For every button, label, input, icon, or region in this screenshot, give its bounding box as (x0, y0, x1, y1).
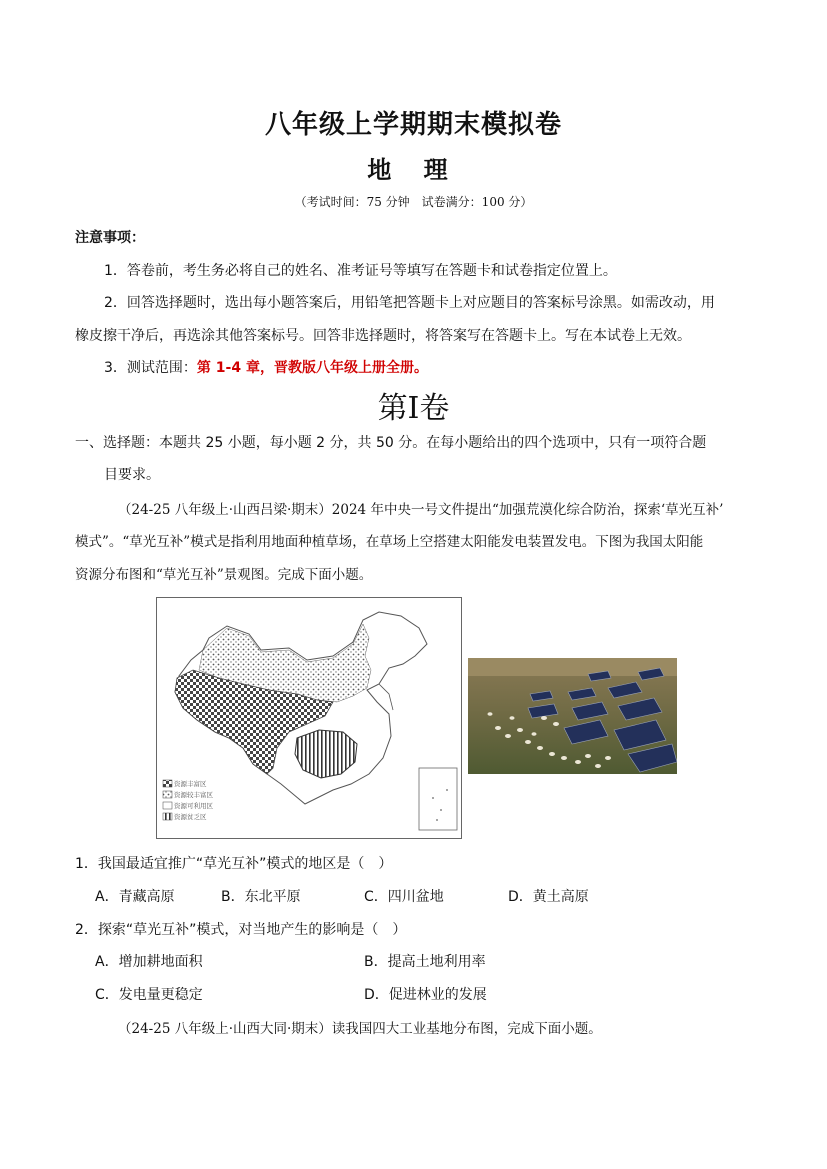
photo-drawing (468, 658, 677, 774)
notice-item-3-prefix: 3．测试范围： (104, 360, 197, 376)
notice-item-1: 1．答卷前，考生务必将自己的姓名、准考证号等填写在答题卡和试卷指定位置上。 (104, 263, 617, 279)
notice-item-3 (104, 357, 428, 377)
question-2-option-b[interactable]: B．提高土地利用率 (364, 954, 486, 970)
material-1-line-1: （24-25 八年级上·山西吕梁·期末）2024 年中央一号文件提出“加强荒漠化综合防治，探索‘草光互补’ (118, 502, 724, 518)
question-1-option-a[interactable]: A．青藏高原 (95, 889, 175, 905)
material-1-line-2: 模式”。“草光互补”模式是指利用地面种植草场，在草场上空搭建太阳能发电装置发电。下图为我国太阳能 (75, 534, 704, 550)
question-1-option-b[interactable]: B．东北平原 (221, 889, 301, 905)
grass-solar-photo (468, 658, 677, 774)
notice-heading: 注意事项： (75, 230, 145, 246)
exam-info: （考试时间：75 分钟 试卷满分：100 分） (294, 195, 533, 209)
question-2-stem: 2．探索“草光互补”模式，对当地产生的影响是（ ） (75, 922, 407, 938)
question-2-option-d[interactable]: D．促进林业的发展 (364, 987, 487, 1003)
subject-title: 地 理 (367, 156, 460, 184)
notice-item-2-line-1: 2．回答选择题时，选出每小题答案后，用铅笔把答题卡上对应题目的答案标号涂黑。如需改动，用 (104, 295, 715, 311)
solar-resource-map (156, 597, 462, 839)
legend-rich: 资源丰富区 (174, 780, 207, 788)
question-1-option-c[interactable]: C．四川盆地 (364, 889, 444, 905)
test-scope: 第 1-4 章，晋教版八年级上册全册。 (196, 360, 428, 376)
section-intro-line-2: 目要求。 (104, 467, 160, 483)
map-drawing (157, 598, 461, 838)
legend-poor: 资源贫乏区 (174, 813, 207, 821)
notice-item-2-line-2: 橡皮擦干净后，再选涂其他答案标号。回答非选择题时，将答案写在答题卡上。写在本试卷上无效。 (75, 328, 691, 344)
material-2-line-1: （24-25 八年级上·山西大同·期末）读我国四大工业基地分布图，完成下面小题。 (118, 1021, 602, 1037)
question-1-option-d[interactable]: D．黄土高原 (508, 889, 589, 905)
material-1-line-3: 资源分布图和“草光互补”景观图。完成下面小题。 (75, 567, 373, 583)
question-2-option-c[interactable]: C．发电量更稳定 (95, 987, 203, 1003)
legend-relatively-rich: 资源较丰富区 (174, 791, 213, 799)
legend-available: 资源可利用区 (174, 802, 213, 810)
section-intro-line-1: 一、选择题：本题共 25 小题，每小题 2 分，共 50 分。在每小题给出的四个选项中，只有一项符合题 (75, 435, 707, 451)
question-2-option-a[interactable]: A．增加耕地面积 (95, 954, 203, 970)
question-1-stem: 1．我国最适宜推广“草光互补”模式的地区是（ ） (75, 856, 393, 872)
page-title: 八年级上学期期末模拟卷 (264, 110, 562, 140)
section-title: 第I卷 (377, 391, 450, 426)
